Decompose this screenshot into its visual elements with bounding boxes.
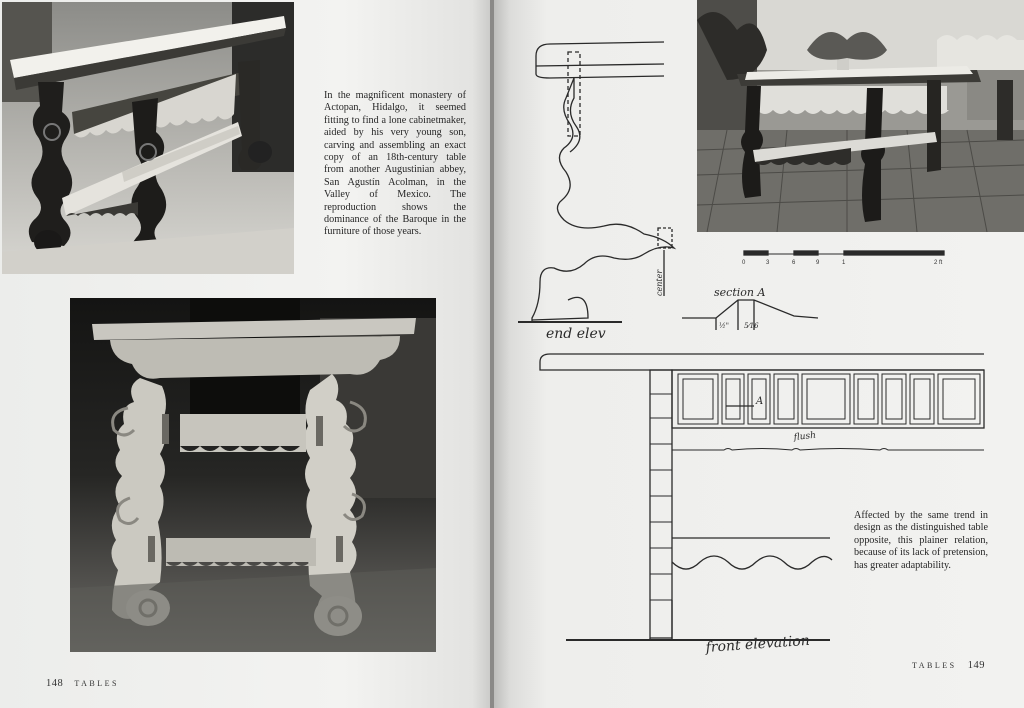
running-head-left: TABLES: [74, 679, 119, 688]
scale-tick: 2 ft: [934, 260, 943, 266]
section-a-profile: [682, 300, 818, 318]
left-caption: In the magnificent monastery of Actopan, Hidalgo, it seemed fitting to find a lone cabinetmaker, aided by his very young son, carving and assembling an exact copy of an 18th-century table from another Augustinian abbey, San Agustín Acolman, in the Valley of Mexico. The reproduction shows the dominance of the Baroque in the furniture of those years.: [324, 90, 466, 238]
scale-tick: 6: [792, 260, 796, 266]
scale-ticks: [742, 260, 943, 266]
running-head-right: TABLES: [912, 661, 957, 670]
left-footer: [46, 678, 119, 689]
end-elev-top: [536, 42, 664, 78]
photo-carved-table-light: [70, 298, 436, 652]
right-page: [494, 0, 1024, 708]
scale-tick: 1: [842, 260, 846, 266]
front-elev-top: [540, 354, 984, 370]
page-number-right: 149: [967, 660, 985, 671]
page-number-left: 148: [46, 678, 64, 689]
technical-drawings: [494, 0, 1024, 708]
label-five-sixteenths: 5⁄16: [744, 322, 759, 330]
label-half-inch: ½": [719, 322, 730, 330]
label-end-elev: end elev: [546, 326, 606, 342]
front-elev-apron-scallop: [672, 449, 984, 451]
end-elev-profile: [532, 78, 674, 322]
scale-tick: 0: [742, 260, 746, 266]
label-front-elevation: front elevation: [705, 632, 811, 656]
front-elev-stretcher-wave: [672, 556, 832, 569]
label-center: center: [655, 269, 664, 296]
front-elev-leg: [650, 370, 672, 638]
scale-tick: 9: [816, 260, 820, 266]
right-caption: Affected by the same trend in design as the distinguished table opposite, this plainer relation, because of its lack of pretension, has greater adaptability.: [854, 510, 988, 571]
label-a: A: [756, 396, 764, 407]
scale-tick: 3: [766, 260, 770, 266]
left-page: [0, 0, 492, 708]
photo-carved-table-dark: [2, 2, 294, 274]
label-flush: flush: [793, 430, 817, 443]
right-footer: [912, 660, 985, 671]
label-section-a: section A: [714, 286, 766, 299]
front-elev-panels: [678, 374, 980, 424]
